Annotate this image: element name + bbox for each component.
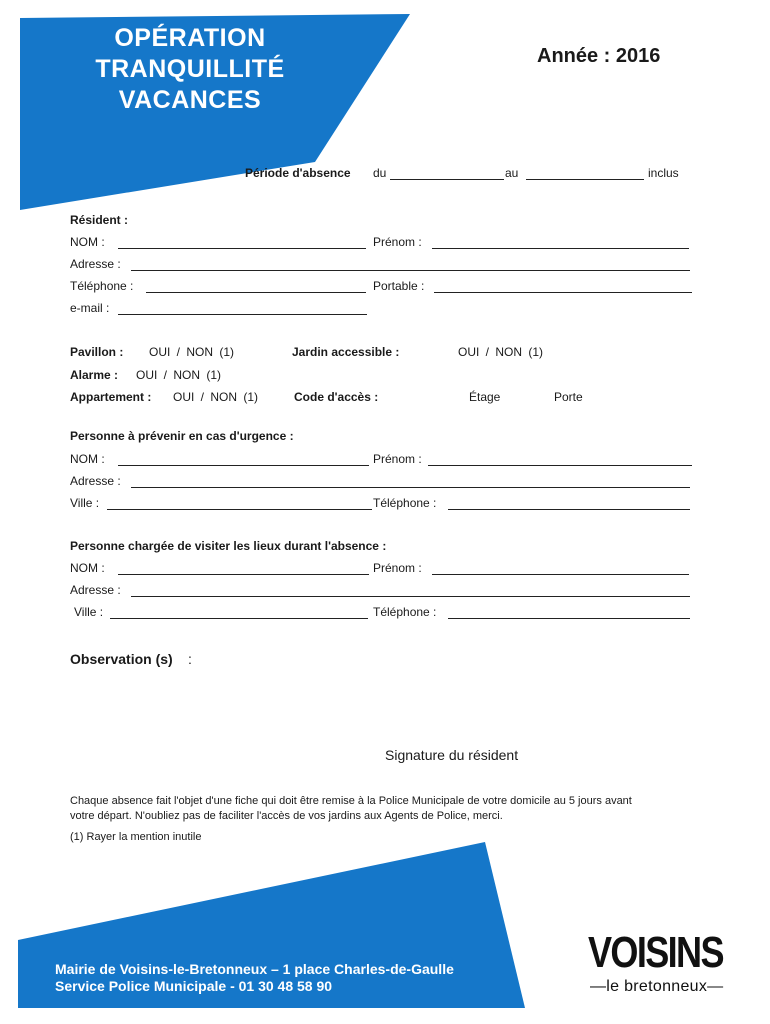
- resident-email-label: e-mail :: [70, 301, 110, 315]
- visitor-adresse-label: Adresse :: [70, 583, 121, 597]
- resident-adresse-label: Adresse :: [70, 257, 121, 271]
- emergency-prenom-field[interactable]: [428, 465, 692, 466]
- etage-label: Étage: [469, 390, 501, 404]
- emergency-heading: Personne à prévenir en cas d'urgence :: [70, 429, 294, 443]
- emergency-adresse-label: Adresse :: [70, 474, 121, 488]
- emergency-adresse-field[interactable]: [131, 487, 690, 488]
- emergency-telephone-label: Téléphone :: [373, 496, 437, 510]
- resident-portable-label: Portable :: [373, 279, 425, 293]
- voisins-logo: VOISINS: [588, 928, 723, 977]
- jardin-label: Jardin accessible :: [292, 345, 400, 359]
- voisins-logo-subtitle: —le bretonneux—: [590, 978, 724, 995]
- notice-line-2: votre départ. N'oubliez pas de faciliter l'accès de vos jardins aux Agents de Police, merci.: [70, 810, 503, 822]
- notice-line-1: Chaque absence fait l'objet d'une fiche qui doit être remise à la Police Municipale de votre domicile au 5 jours avant: [70, 795, 632, 807]
- observation-area[interactable]: [70, 672, 690, 732]
- visitor-nom-label: NOM :: [70, 561, 105, 575]
- resident-email-field[interactable]: [118, 314, 367, 315]
- visitor-nom-field[interactable]: [118, 574, 369, 575]
- resident-nom-label: NOM :: [70, 235, 105, 249]
- alarme-label: Alarme :: [70, 368, 119, 382]
- visitor-prenom-label: Prénom :: [373, 561, 422, 575]
- visitor-telephone-label: Téléphone :: [373, 605, 437, 619]
- observation-label: Observation (s): [70, 651, 173, 667]
- emergency-prenom-label: Prénom :: [373, 452, 422, 466]
- alarme-options[interactable]: OUI / NON (1): [136, 368, 222, 382]
- visitor-adresse-field[interactable]: [131, 596, 690, 597]
- emergency-ville-field[interactable]: [107, 509, 372, 510]
- emergency-ville-label: Ville :: [70, 496, 100, 510]
- resident-portable-field[interactable]: [434, 292, 692, 293]
- period-from-field[interactable]: [390, 179, 504, 180]
- footer-address: Mairie de Voisins-le-Bretonneux – 1 place Charles-de-Gaulle: [55, 961, 454, 977]
- resident-prenom-label: Prénom :: [373, 235, 422, 249]
- year-label: Année : 2016: [537, 45, 661, 67]
- pavillon-label: Pavillon :: [70, 345, 124, 359]
- title-line-1: OPÉRATION: [114, 24, 266, 52]
- emergency-nom-field[interactable]: [118, 465, 369, 466]
- appartement-options[interactable]: OUI / NON (1): [173, 390, 259, 404]
- porte-label: Porte: [554, 390, 583, 404]
- visitor-ville-label: Ville :: [74, 605, 104, 619]
- title-line-3: VACANCES: [118, 86, 262, 114]
- visitor-telephone-field[interactable]: [448, 618, 690, 619]
- resident-prenom-field[interactable]: [432, 248, 689, 249]
- period-label: Période d'absence: [245, 166, 351, 180]
- visitor-prenom-field[interactable]: [432, 574, 689, 575]
- emergency-telephone-field[interactable]: [448, 509, 690, 510]
- footer-service: Service Police Municipale - 01 30 48 58 90: [55, 978, 333, 994]
- observation-colon: :: [188, 651, 192, 667]
- code-acces-label: Code d'accès :: [294, 390, 379, 404]
- resident-telephone-label: Téléphone :: [70, 279, 134, 293]
- pavillon-options[interactable]: OUI / NON (1): [149, 345, 235, 359]
- resident-telephone-field[interactable]: [146, 292, 366, 293]
- visitor-heading: Personne chargée de visiter les lieux durant l'absence :: [70, 539, 387, 553]
- appartement-label: Appartement :: [70, 390, 152, 404]
- emergency-nom-label: NOM :: [70, 452, 105, 466]
- period-to-field[interactable]: [526, 179, 644, 180]
- jardin-options[interactable]: OUI / NON (1): [458, 345, 544, 359]
- period-inclusive-label: inclus: [648, 166, 679, 180]
- period-to-label: au: [505, 166, 519, 180]
- resident-adresse-field[interactable]: [131, 270, 690, 271]
- signature-label: Signature du résident: [385, 747, 519, 763]
- resident-heading: Résident :: [70, 213, 129, 227]
- resident-nom-field[interactable]: [118, 248, 366, 249]
- title-line-2: TRANQUILLITÉ: [95, 55, 285, 83]
- period-from-label: du: [373, 166, 387, 180]
- footnote: (1) Rayer la mention inutile: [70, 831, 202, 843]
- visitor-ville-field[interactable]: [110, 618, 368, 619]
